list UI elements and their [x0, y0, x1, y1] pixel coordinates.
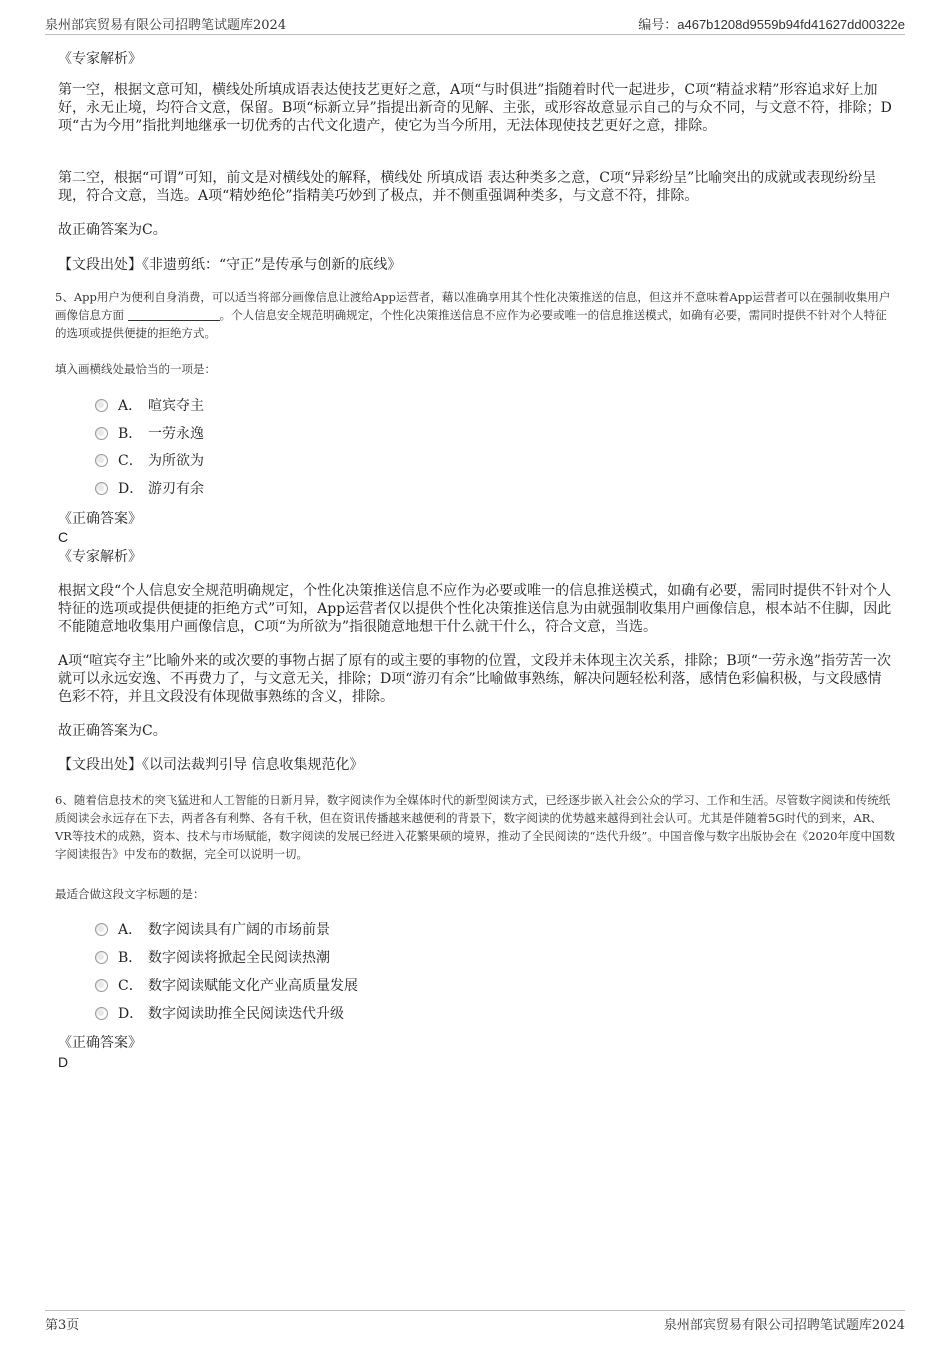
q5-stem [55, 288, 897, 342]
q5-conclusion: 故正确答案为C。 [58, 723, 167, 739]
q6-answer: D [58, 1054, 69, 1070]
q6-option-d[interactable] [95, 1005, 344, 1023]
option-key: D． [118, 1006, 144, 1022]
q5-option-b[interactable] [95, 425, 204, 443]
option-text: 数字阅读助推全民阅读迭代升级 [148, 1006, 344, 1022]
q6-option-c[interactable] [95, 977, 358, 995]
q5-analysis-para1: 根据文段“个人信息安全规范明确规定，个性化决策推送信息不应作为必要或唯一的信息推送模式，如确有必要，需同时提供不针对个人特征的选项或提供便捷的拒绝方式”可知，App运营者仅以提供个性化决策推送信息为由就强制收集用户画像信息，根本站不住脚，因此不能随意地收集用户画像信息，C项“为所欲为”指很随意地想干什么就干什么，符合文意，当选。 [58, 583, 892, 635]
option-text: 游刃有余 [148, 481, 204, 497]
q5-stem-part-b: 。个人信息安全规范明确规定，个性化决策推送信息不应作为必要或唯一的信息推送模式，如确有必要，需同时提供不针对个人特征的选项或提供便捷的拒绝方式。 [55, 308, 887, 340]
option-key: B． [118, 426, 143, 442]
q5-answer: C [58, 529, 69, 545]
q5-option-d[interactable] [95, 480, 204, 498]
radio-icon[interactable] [95, 979, 108, 992]
q5-analysis-para2: A项“喧宾夺主”比喻外来的或次要的事物占据了原有的或主要的事物的位置，文段并未体现主次关系，排除；B项“一劳永逸”指劳苦一次就可以永远安逸、不再费力了，与文意无关，排除；D项“游刃有余”比喻做事熟练，解决问题轻松利落，感情色彩偏积极，与文段感情色彩不符，并且文段没有体现做事熟练的含义，排除。 [58, 653, 892, 705]
header-doc-id: 编号：a467b1208d9559b94fd41627dd00322e [638, 17, 905, 32]
q5-prompt: 填入画横线处最恰当的一项是： [55, 362, 216, 376]
option-key: C． [118, 978, 143, 994]
header-title: 泉州部宾贸易有限公司招聘笔试题库2024 [45, 18, 287, 33]
option-key: A． [118, 922, 143, 938]
radio-icon[interactable] [95, 454, 108, 467]
radio-icon[interactable] [95, 1007, 108, 1020]
option-key: A． [118, 398, 143, 414]
option-text: 一劳永逸 [148, 426, 204, 442]
radio-icon[interactable] [95, 399, 108, 412]
q6-option-a[interactable] [95, 921, 330, 939]
page-footer [45, 1310, 905, 1334]
page-header [45, 14, 905, 35]
q4-analysis-para1: 第一空，根据文意可知，横线处所填成语表达使技艺更好之意，A项“与时俱进”指随着时代一起进步，C项“精益求精”形容追求好上加好，永无止境，均符合文意，保留。B项“标新立异”指提出新奇的见解、主张，或形容故意显示自己的与众不同，与文意不符，排除；D项“古为今用”指批判地继承一切优秀的古代文化遗产，使它为当今所用，无法体现使技艺更好之意，排除。 [58, 82, 892, 134]
page-number: 第3页 [45, 1318, 80, 1333]
option-text: 喧宾夺主 [148, 398, 204, 414]
option-key: C． [118, 453, 143, 469]
q5-stem-part-a: 5、App用户为便利自身消费，可以适当将部分画像信息让渡给App运营者，藉以准确享用其个性化决策推送的信息，但这并不意味着App运营者可以在强制收集用户画像信息方面 [55, 290, 891, 322]
q6-answer-title: 《正确答案》 [58, 1035, 142, 1051]
q6-stem: 6、随着信息技术的突飞猛进和人工智能的日新月异，数字阅读作为全媒体时代的新型阅读方式，已经逐步嵌入社会公众的学习、工作和生活。尽管数字阅读和传统纸质阅读会永远存在下去，两者各有利弊、各有千秋，但在资讯传播越来越便利的背景下，数字阅读的优势越来越得到社会认可。尤其是伴随着5G时代的到来，AR、VR等技术的成熟，资本、技术与市场赋能，数字阅读的发展已经进入花繁果硕的境界，推动了全民阅读的“迭代升级”。中国音像与数字出版协会在《2020年度中国数字阅读报告》中发布的数据，完全可以说明一切。 [55, 793, 895, 861]
option-key: D． [118, 481, 144, 497]
q5-option-c[interactable] [95, 452, 204, 470]
fill-blank-line [128, 308, 220, 321]
q5-source: 【文段出处】《以司法裁判引导 信息收集规范化》 [58, 757, 364, 773]
option-key: B． [118, 950, 143, 966]
q5-answer-title: 《正确答案》 [58, 511, 142, 527]
q6-option-b[interactable] [95, 949, 330, 967]
q4-analysis-para2: 第二空，根据“可谓”可知，前文是对横线处的解释，横线处 所填成语 表达种类多之意，C项“异彩纷呈”比喻突出的成就或表现纷纷呈现，符合文意，当选。A项“精妙绝伦”指精美巧妙到了极点，并不侧重强调种类多，与文意不符，排除。 [58, 170, 877, 204]
option-text: 数字阅读具有广阔的市场前景 [148, 922, 330, 938]
radio-icon[interactable] [95, 923, 108, 936]
footer-title: 泉州部宾贸易有限公司招聘笔试题库2024 [663, 1318, 905, 1333]
q5-analysis-title: 《专家解析》 [58, 549, 142, 565]
radio-icon[interactable] [95, 951, 108, 964]
option-text: 为所欲为 [148, 453, 204, 469]
q4-analysis-title: 《专家解析》 [58, 51, 142, 67]
radio-icon[interactable] [95, 427, 108, 440]
q6-prompt: 最适合做这段文字标题的是： [55, 887, 205, 901]
radio-icon[interactable] [95, 482, 108, 495]
q4-source: 【文段出处】《非遗剪纸：“守正”是传承与创新的底线》 [58, 257, 402, 273]
q4-conclusion: 故正确答案为C。 [58, 222, 167, 238]
q5-option-a[interactable] [95, 397, 204, 415]
option-text: 数字阅读将掀起全民阅读热潮 [148, 950, 330, 966]
option-text: 数字阅读赋能文化产业高质量发展 [148, 978, 358, 994]
